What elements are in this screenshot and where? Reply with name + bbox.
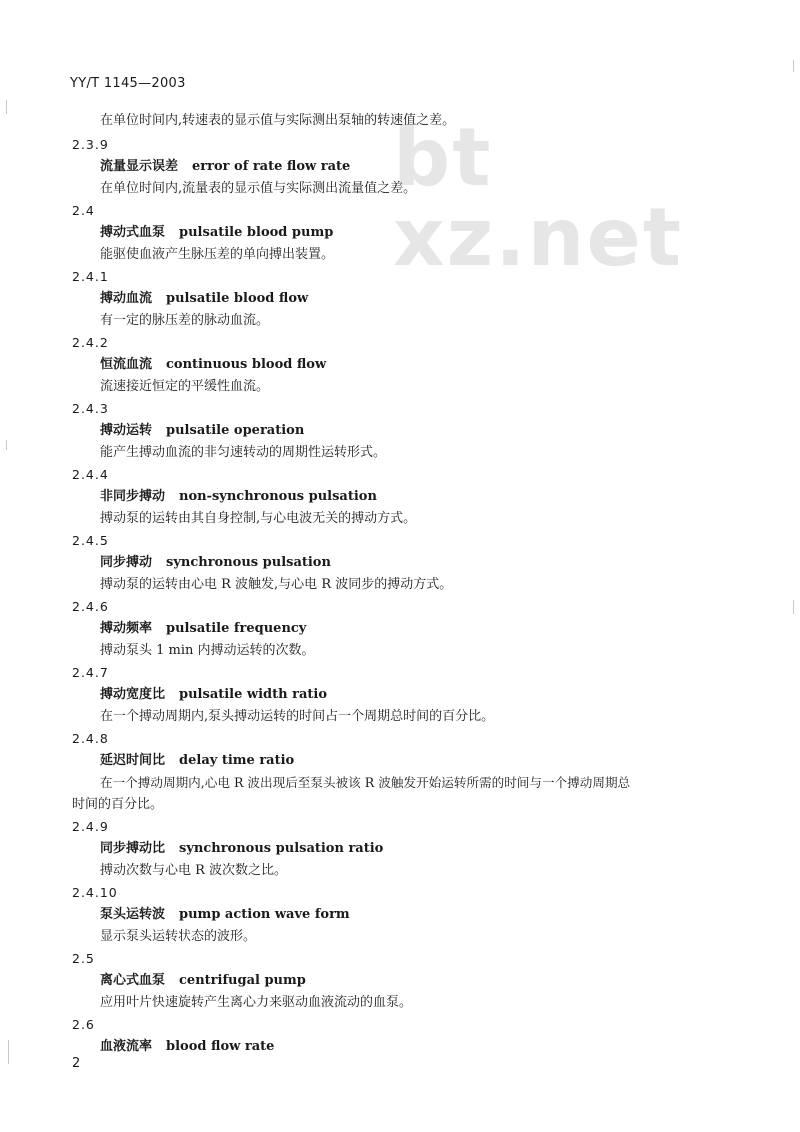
term-cn: 血液流率: [100, 1039, 153, 1054]
term-en: pump action wave form: [179, 907, 350, 922]
term-cn: 搏动运转: [100, 423, 153, 438]
definition: 搏动次数与心电 R 波次数之比。: [100, 863, 288, 878]
term-heading: [100, 620, 306, 638]
term-cn: 搏动血流: [100, 291, 153, 306]
definition: 在单位时间内,流量表的显示值与实际测出流量值之差。: [100, 181, 417, 196]
scan-artifact: [793, 60, 794, 72]
clause-number: 2.4.8: [72, 731, 109, 746]
term-en: centrifugal pump: [179, 973, 306, 988]
clause-number: 2.3.9: [72, 137, 109, 152]
term-en: error of rate flow rate: [192, 159, 351, 174]
term-en: synchronous pulsation ratio: [179, 841, 384, 856]
definition-continuation: 时间的百分比。: [72, 797, 164, 812]
scan-artifact: [6, 440, 7, 450]
scan-artifact: [793, 600, 794, 614]
definition: 能产生搏动血流的非匀速转动的周期性运转形式。: [100, 445, 387, 460]
term-cn: 同步搏动: [100, 555, 153, 570]
term-heading: [100, 554, 331, 572]
clause-number: 2.4.1: [72, 269, 109, 284]
clause-number: 2.4: [72, 203, 95, 218]
term-en: non-synchronous pulsation: [179, 489, 377, 504]
term-en: pulsatile blood pump: [179, 225, 334, 240]
term-en: delay time ratio: [179, 753, 295, 768]
term-heading: [100, 422, 304, 440]
term-en: blood flow rate: [166, 1039, 275, 1054]
term-heading: [100, 356, 326, 374]
term-heading: [100, 972, 306, 990]
clause-number: 2.4.6: [72, 599, 109, 614]
term-cn: 恒流血流: [100, 357, 153, 372]
clause-number: 2.6: [72, 1017, 95, 1032]
clause-number: 2.4.2: [72, 335, 109, 350]
term-heading: [100, 906, 350, 924]
watermark: bt xz.net: [393, 111, 684, 284]
clause-number: 2.5: [72, 951, 95, 966]
term-en: synchronous pulsation: [166, 555, 331, 570]
term-cn: 延迟时间比: [100, 753, 166, 768]
definition: 搏动泵头 1 min 内搏动运转的次数。: [100, 643, 315, 658]
term-en: pulsatile width ratio: [179, 687, 328, 702]
scan-artifact: [6, 100, 7, 114]
term-heading: [100, 752, 294, 770]
term-heading: [100, 840, 383, 858]
standard-code-header: YY/T 1145—2003: [70, 76, 186, 91]
term-heading: [100, 686, 327, 704]
definition: 有一定的脉压差的脉动血流。: [100, 313, 270, 328]
scan-artifact: [8, 1040, 9, 1064]
clause-number: 2.4.7: [72, 665, 109, 680]
clause-number: 2.4.3: [72, 401, 109, 416]
term-cn: 搏动式血泵: [100, 225, 166, 240]
definition: 搏动泵的运转由心电 R 波触发,与心电 R 波同步的搏动方式。: [100, 577, 453, 592]
term-heading: [100, 224, 333, 242]
term-cn: 搏动频率: [100, 621, 153, 636]
definition: 显示泵头运转状态的波形。: [100, 929, 257, 944]
term-en: pulsatile operation: [166, 423, 305, 438]
term-heading: [100, 290, 308, 308]
page-number: 2: [72, 1056, 81, 1071]
clause-number: 2.4.5: [72, 533, 109, 548]
definition: 在单位时间内,转速表的显示值与实际测出泵轴的转速值之差。: [100, 113, 456, 128]
term-en: continuous blood flow: [166, 357, 327, 372]
term-cn: 同步搏动比: [100, 841, 166, 856]
definition: 应用叶片快速旋转产生离心力来驱动血液流动的血泵。: [100, 995, 413, 1010]
term-cn: 泵头运转波: [100, 907, 166, 922]
term-cn: 流量显示误差: [100, 159, 179, 174]
term-cn: 离心式血泵: [100, 973, 166, 988]
definition: 在一个搏动周期内,泵头搏动运转的时间占一个周期总时间的百分比。: [100, 709, 495, 724]
term-heading: [100, 488, 377, 506]
definition: 在一个搏动周期内,心电 R 波出现后至泵头被该 R 波触发开始运转所需的时间与一个搏动周期总: [100, 775, 631, 790]
clause-number: 2.4.9: [72, 819, 109, 834]
term-cn: 搏动宽度比: [100, 687, 166, 702]
clause-number: 2.4.10: [72, 885, 118, 900]
definition: 搏动泵的运转由其自身控制,与心电波无关的搏动方式。: [100, 511, 417, 526]
term-en: pulsatile blood flow: [166, 291, 309, 306]
definition: 流速接近恒定的平缓性血流。: [100, 379, 270, 394]
term-cn: 非同步搏动: [100, 489, 166, 504]
term-heading: [100, 158, 350, 176]
term-en: pulsatile frequency: [166, 621, 307, 636]
clause-number: 2.4.4: [72, 467, 109, 482]
definition: 能驱使血液产生脉压差的单向搏出装置。: [100, 247, 335, 262]
term-heading: [100, 1038, 274, 1056]
